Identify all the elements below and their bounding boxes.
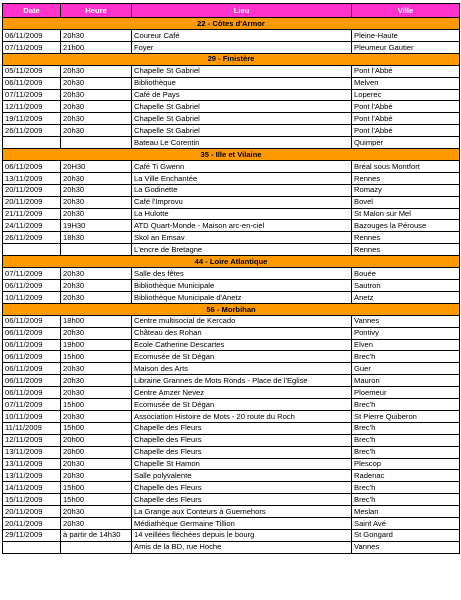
cell-hour: 20h30 — [61, 30, 132, 42]
cell-date: 20/11/2009 — [3, 196, 61, 208]
table-row — [3, 172, 460, 184]
table-row — [3, 422, 460, 434]
cell-city: Pont l'Abbé — [352, 65, 460, 77]
cell-place: Chapelle St Gabriel — [132, 125, 352, 137]
cell-date: 07/11/2009 — [3, 399, 61, 411]
cell-hour: 19H30 — [61, 220, 132, 232]
table-row — [3, 291, 460, 303]
table-row — [3, 482, 460, 494]
cell-date: 14/11/2009 — [3, 482, 61, 494]
cell-date: 06/11/2009 — [3, 339, 61, 351]
section-title: 44 - Loire Atlantique — [3, 256, 460, 268]
cell-place: Ecomusée de St Dégan — [132, 399, 352, 411]
cell-city: Brec'h — [352, 446, 460, 458]
cell-city: Brec'h — [352, 399, 460, 411]
cell-place: La Hulotte — [132, 208, 352, 220]
table-body — [3, 18, 460, 554]
cell-place: Ecomusée de St Dégan — [132, 351, 352, 363]
cell-place: Coureur Café — [132, 30, 352, 42]
table-row — [3, 315, 460, 327]
cell-hour: 20h00 — [61, 434, 132, 446]
cell-date: 10/11/2009 — [3, 291, 61, 303]
cell-date: 06/11/2009 — [3, 387, 61, 399]
cell-city: Vannes — [352, 315, 460, 327]
cell-hour: 20h30 — [61, 280, 132, 292]
cell-city: Melven — [352, 77, 460, 89]
table-row — [3, 161, 460, 173]
cell-date: 29/11/2009 — [3, 529, 61, 541]
cell-date: 13/11/2009 — [3, 470, 61, 482]
cell-date: 19/11/2009 — [3, 113, 61, 125]
cell-date: 20/11/2009 — [3, 517, 61, 529]
cell-place: Café Ti Gwenn — [132, 161, 352, 173]
cell-hour: 20h30 — [61, 387, 132, 399]
cell-hour: 20H30 — [61, 161, 132, 173]
cell-hour — [61, 541, 132, 553]
cell-place: Amis de la BD, rue Hoche — [132, 541, 352, 553]
table-row — [3, 137, 460, 149]
cell-city: Rennes — [352, 232, 460, 244]
table-row — [3, 232, 460, 244]
table-row — [3, 220, 460, 232]
cell-hour: 15h00 — [61, 494, 132, 506]
table-row — [3, 196, 460, 208]
cell-place: Bibliothèque — [132, 77, 352, 89]
cell-place: Chapelle St Gabriel — [132, 113, 352, 125]
cell-place: Chapelle des Fleurs — [132, 434, 352, 446]
cell-place: La Grange aux Conteurs à Guernehors — [132, 506, 352, 518]
cell-hour: à partir de 14h30 — [61, 529, 132, 541]
cell-place: Chapelle St Hamon — [132, 458, 352, 470]
cell-hour: 20h30 — [61, 458, 132, 470]
cell-city: Pleine-Haute — [352, 30, 460, 42]
cell-city: Guer — [352, 363, 460, 375]
table-row — [3, 446, 460, 458]
section-header-row — [3, 53, 460, 65]
cell-place: Chapelle des Fleurs — [132, 422, 352, 434]
table-row — [3, 208, 460, 220]
cell-city: Bovel — [352, 196, 460, 208]
cell-date: 07/11/2009 — [3, 268, 61, 280]
cell-city: Pleumeur Gautier — [352, 41, 460, 53]
cell-city: St Gongard — [352, 529, 460, 541]
cell-place: Association Histoire de Mots - 20 route du Roch — [132, 410, 352, 422]
cell-date — [3, 244, 61, 256]
cell-hour: 20h30 — [61, 291, 132, 303]
cell-hour: 20h30 — [61, 184, 132, 196]
cell-city: Brec'h — [352, 422, 460, 434]
section-header-row — [3, 18, 460, 30]
cell-date: 26/11/2009 — [3, 125, 61, 137]
header-place: Lieu — [132, 4, 352, 18]
table-row — [3, 280, 460, 292]
cell-hour: 20h30 — [61, 101, 132, 113]
cell-date: 06/11/2009 — [3, 161, 61, 173]
cell-city: Quimper — [352, 137, 460, 149]
cell-city: St Malon sur Mel — [352, 208, 460, 220]
cell-place: Ecole Catherine Descartes — [132, 339, 352, 351]
cell-hour: 15h00 — [61, 482, 132, 494]
cell-place: Café l'Improvu — [132, 196, 352, 208]
table-row — [3, 375, 460, 387]
cell-place: La Ville Enchantée — [132, 172, 352, 184]
cell-hour: 20h30 — [61, 196, 132, 208]
header-hour: Heure — [61, 4, 132, 18]
cell-place: L'encre de Bretagne — [132, 244, 352, 256]
cell-place: Centre multisocial de Kercado — [132, 315, 352, 327]
cell-date: 06/11/2009 — [3, 363, 61, 375]
cell-hour: 18h30 — [61, 232, 132, 244]
table-row — [3, 494, 460, 506]
cell-date: 26/11/2009 — [3, 232, 61, 244]
cell-place: Librairie Grannes de Mots Ronds - Place de l'Eglise — [132, 375, 352, 387]
cell-city: Radenac — [352, 470, 460, 482]
cell-hour: 20h30 — [61, 327, 132, 339]
cell-hour: 20h30 — [61, 125, 132, 137]
table-row — [3, 101, 460, 113]
cell-hour: 20h30 — [61, 113, 132, 125]
cell-date: 06/11/2009 — [3, 77, 61, 89]
cell-city: St Pierre Quiberon — [352, 410, 460, 422]
cell-place: Salle des fêtes — [132, 268, 352, 280]
table-row — [3, 327, 460, 339]
section-header-row — [3, 149, 460, 161]
cell-date: 06/11/2009 — [3, 327, 61, 339]
cell-city: Vannes — [352, 541, 460, 553]
cell-hour: 20h30 — [61, 410, 132, 422]
cell-place: Bateau Le Corentin — [132, 137, 352, 149]
table-row — [3, 184, 460, 196]
cell-date: 10/11/2009 — [3, 410, 61, 422]
cell-date: 06/11/2009 — [3, 375, 61, 387]
cell-place: Chapelle des Fleurs — [132, 446, 352, 458]
cell-date: 15/11/2009 — [3, 494, 61, 506]
header-date: Date — [3, 4, 61, 18]
cell-city: Rennes — [352, 172, 460, 184]
cell-hour: 20h00 — [61, 446, 132, 458]
cell-date: 13/11/2009 — [3, 446, 61, 458]
cell-hour: 20h30 — [61, 65, 132, 77]
cell-city: Pont l'Abbé — [352, 125, 460, 137]
cell-hour: 20h30 — [61, 89, 132, 101]
cell-hour: 20h30 — [61, 470, 132, 482]
cell-city: Romazy — [352, 184, 460, 196]
header-row — [3, 4, 460, 18]
cell-hour: 20h30 — [61, 208, 132, 220]
schedule-sheet — [2, 3, 459, 554]
cell-hour — [61, 137, 132, 149]
table-row — [3, 387, 460, 399]
section-title: 56 - Morbihan — [3, 303, 460, 315]
cell-hour: 15h00 — [61, 351, 132, 363]
cell-date: 06/11/2009 — [3, 351, 61, 363]
cell-city: Brec'h — [352, 351, 460, 363]
table-row — [3, 89, 460, 101]
cell-hour: 21h00 — [61, 41, 132, 53]
cell-place: Chapelle des Fleurs — [132, 494, 352, 506]
cell-city: Brec'h — [352, 434, 460, 446]
cell-city: Brec'h — [352, 494, 460, 506]
cell-date: 11/11/2009 — [3, 422, 61, 434]
cell-city: Meslan — [352, 506, 460, 518]
table-row — [3, 30, 460, 42]
cell-hour: 19h00 — [61, 339, 132, 351]
cell-city: Rennes — [352, 244, 460, 256]
cell-date: 21/11/2009 — [3, 208, 61, 220]
cell-date: 06/11/2009 — [3, 30, 61, 42]
cell-city: Saint Avé — [352, 517, 460, 529]
section-title: 35 - Ille et Vilaine — [3, 149, 460, 161]
table-row — [3, 541, 460, 553]
cell-city: Plescop — [352, 458, 460, 470]
section-title: 29 - Finistère — [3, 53, 460, 65]
header-city: Ville — [352, 4, 460, 18]
cell-hour: 15h00 — [61, 399, 132, 411]
cell-hour: 18h00 — [61, 315, 132, 327]
cell-city: Bazouges la Pérouse — [352, 220, 460, 232]
table-row — [3, 41, 460, 53]
cell-date — [3, 541, 61, 553]
table-row — [3, 517, 460, 529]
table-row — [3, 363, 460, 375]
table-row — [3, 125, 460, 137]
cell-city: Pont l'Abbé — [352, 113, 460, 125]
section-title: 22 - Côtes d'Armor — [3, 18, 460, 30]
section-header-row — [3, 256, 460, 268]
cell-place: Café de Pays — [132, 89, 352, 101]
table-row — [3, 268, 460, 280]
cell-date: 20/11/2009 — [3, 506, 61, 518]
table-row — [3, 399, 460, 411]
cell-city: Bouée — [352, 268, 460, 280]
cell-hour — [61, 244, 132, 256]
cell-city: Pontivy — [352, 327, 460, 339]
cell-city: Sautron — [352, 280, 460, 292]
cell-city: Mauron — [352, 375, 460, 387]
cell-city: Ploemeur — [352, 387, 460, 399]
table-row — [3, 351, 460, 363]
cell-hour: 20h30 — [61, 363, 132, 375]
cell-city: Anetz — [352, 291, 460, 303]
cell-place: ATD Quart-Monde - Maison arc-en-ciel — [132, 220, 352, 232]
cell-place: Maison des Arts — [132, 363, 352, 375]
table-row — [3, 65, 460, 77]
cell-place: Bibliothèque Municipale d'Anetz — [132, 291, 352, 303]
table-row — [3, 434, 460, 446]
cell-date: 13/11/2009 — [3, 172, 61, 184]
cell-place: La Godinette — [132, 184, 352, 196]
table-row — [3, 506, 460, 518]
cell-date: 13/11/2009 — [3, 458, 61, 470]
table-row — [3, 458, 460, 470]
cell-hour: 15h00 — [61, 422, 132, 434]
cell-date — [3, 137, 61, 149]
table-row — [3, 113, 460, 125]
cell-place: Centre Amzer Nevez — [132, 387, 352, 399]
cell-city: Pont l'Abbé — [352, 101, 460, 113]
cell-date: 12/11/2009 — [3, 434, 61, 446]
table-row — [3, 410, 460, 422]
cell-place: Bibliothèque Municipale — [132, 280, 352, 292]
cell-hour: 20h30 — [61, 77, 132, 89]
cell-date: 07/11/2009 — [3, 41, 61, 53]
cell-date: 24/11/2009 — [3, 220, 61, 232]
cell-hour: 20h30 — [61, 506, 132, 518]
cell-date: 06/11/2009 — [3, 315, 61, 327]
cell-date: 07/11/2009 — [3, 89, 61, 101]
cell-city: Loperec — [352, 89, 460, 101]
cell-city: Brec'h — [352, 482, 460, 494]
cell-place: Médiathèque Germaine Tillion — [132, 517, 352, 529]
table-row — [3, 470, 460, 482]
table-row — [3, 244, 460, 256]
cell-city: Bréal sous Montfort — [352, 161, 460, 173]
cell-place: Skol an Emsav — [132, 232, 352, 244]
events-table — [2, 3, 460, 554]
table-row — [3, 529, 460, 541]
cell-date: 20/11/2009 — [3, 184, 61, 196]
cell-hour: 20h30 — [61, 172, 132, 184]
cell-place: Foyer — [132, 41, 352, 53]
cell-place: Chapelle St Gabriel — [132, 65, 352, 77]
cell-date: 12/11/2009 — [3, 101, 61, 113]
cell-city: Elven — [352, 339, 460, 351]
cell-place: Salle polyvalente — [132, 470, 352, 482]
cell-place: Chapelle des Fleurs — [132, 482, 352, 494]
cell-place: Chapelle St Gabriel — [132, 101, 352, 113]
cell-hour: 20h30 — [61, 517, 132, 529]
cell-hour: 20h30 — [61, 268, 132, 280]
cell-place: 14 veillées fléchées depuis le bourg — [132, 529, 352, 541]
table-row — [3, 77, 460, 89]
cell-place: Château des Rohan — [132, 327, 352, 339]
cell-date: 05/11/2009 — [3, 65, 61, 77]
cell-date: 06/11/2009 — [3, 280, 61, 292]
cell-hour: 20h30 — [61, 375, 132, 387]
section-header-row — [3, 303, 460, 315]
table-row — [3, 339, 460, 351]
